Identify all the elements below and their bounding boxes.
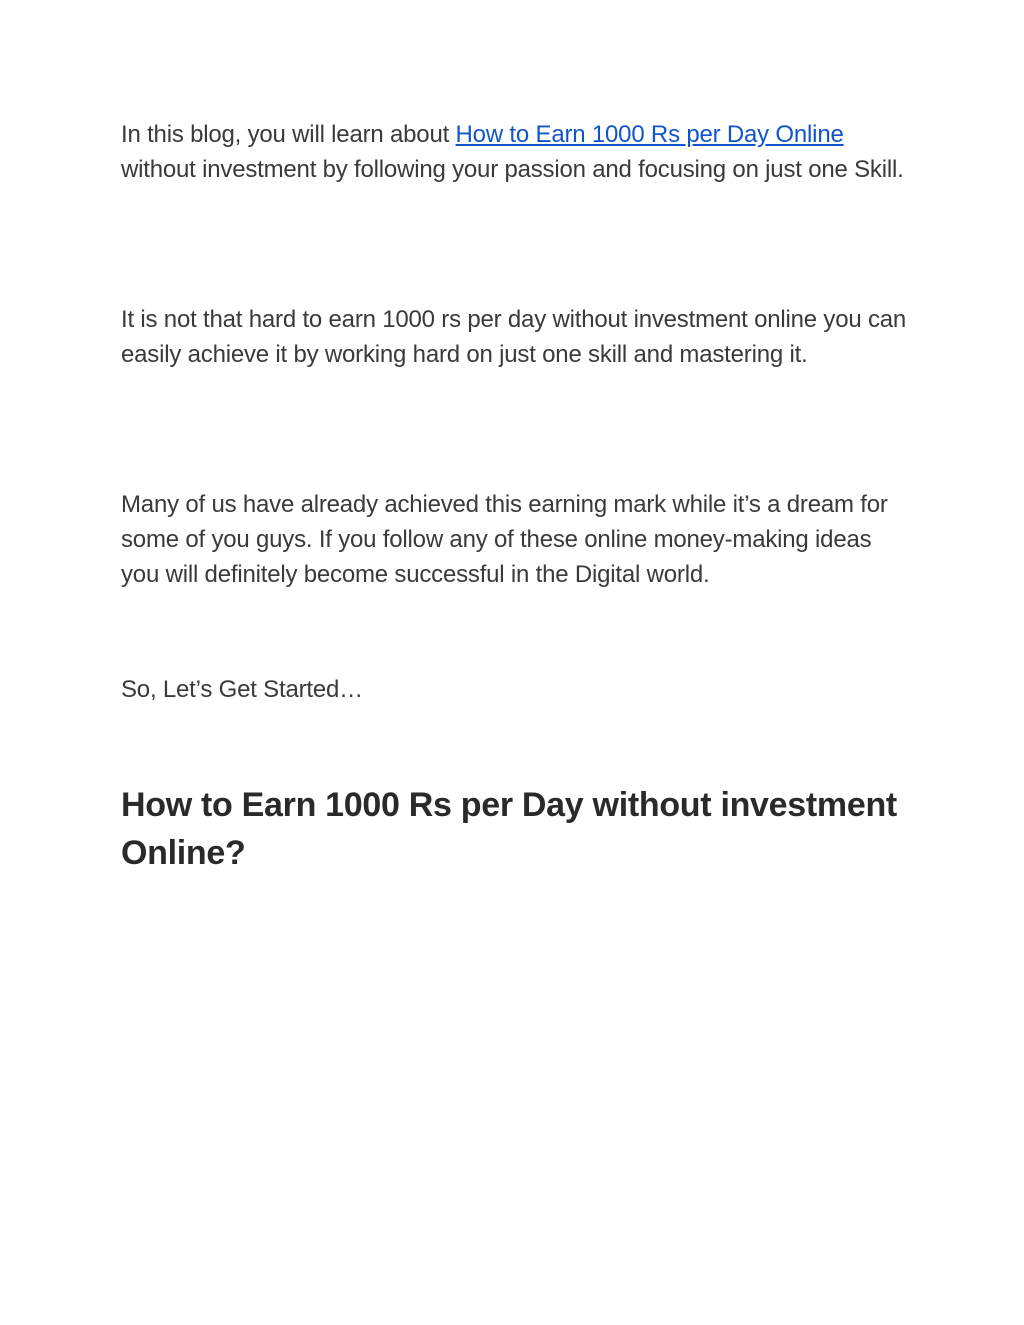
section-heading: How to Earn 1000 Rs per Day without investment Online? — [121, 786, 897, 872]
paragraph-earning-mark: Many of us have already achieved this earning mark while it’s a dream for some of you guys. If you follow any of these online money-making ideas you will definitely become successful in the Digital world. — [121, 491, 888, 588]
paragraph-effort: It is not that hard to earn 1000 rs per day without investment online you can easily achieve it by working hard on just one skill and mastering it. — [121, 306, 907, 368]
document-page — [121, 117, 911, 877]
intro-paragraph — [121, 117, 911, 187]
earn-1000-rs-link[interactable]: How to Earn 1000 Rs per Day Online — [455, 121, 844, 148]
intro-text-before-link: In this blog, you will learn about — [121, 121, 456, 148]
intro-text-after-link: without investment by following your passion and focusing on just one Skill. — [121, 156, 904, 183]
paragraph-get-started: So, Let’s Get Started… — [121, 676, 363, 703]
